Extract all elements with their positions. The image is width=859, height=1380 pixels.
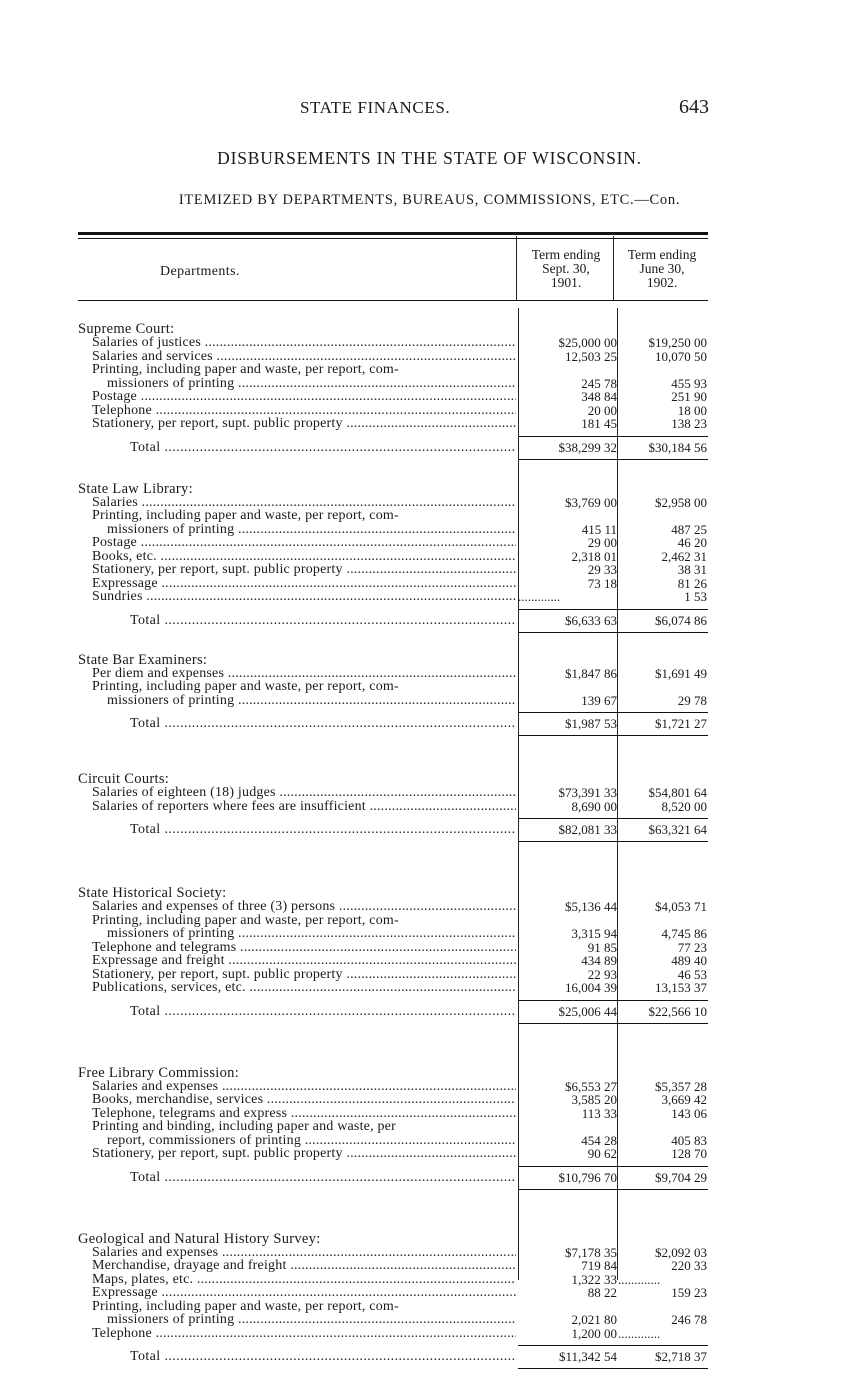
amount-1901: 3,585 20 — [571, 1092, 617, 1107]
amount-1902: 13,153 37 — [655, 980, 707, 995]
amount-1901: $25,000 00 — [558, 335, 617, 350]
amount-1901: 348 84 — [581, 389, 617, 404]
row-label: Telephone ..... — [92, 404, 516, 418]
col2-line2: June 30, — [639, 261, 685, 276]
section — [78, 886, 708, 1024]
table-row — [78, 1300, 708, 1314]
total-row — [78, 1167, 708, 1189]
total-1901: $82,081 33 — [558, 822, 617, 837]
row-label: Printing, including paper and waste, per report, com- — [92, 1299, 399, 1313]
row-label: Salaries and expenses ..... — [92, 1246, 516, 1260]
row-label: Printing, including paper and waste, per report, com- — [92, 509, 399, 523]
row-label: Printing, including paper and waste, per report, com- — [92, 363, 399, 377]
row-label: Printing, including paper and waste, per report, com- — [92, 680, 399, 694]
amount-1902: 2,462 31 — [661, 548, 707, 564]
amount-1901: 434 89 — [581, 953, 617, 968]
table-row — [78, 536, 708, 550]
table-row — [78, 981, 708, 995]
row-label: Expressage ..... — [92, 577, 516, 591]
amount-1901: $5,136 44 — [565, 899, 617, 914]
sum-rule — [518, 1368, 708, 1369]
table-row — [78, 954, 708, 968]
row-label: Books, etc. ..... — [92, 550, 516, 564]
sum-rule — [518, 1023, 708, 1024]
row-label: Stationery, per report, supt. public property ..... — [92, 968, 516, 982]
table-row — [78, 900, 708, 914]
amount-1902: 128 70 — [671, 1146, 707, 1161]
table-row — [78, 1327, 708, 1341]
col2-line1: Term ending — [627, 247, 697, 262]
sum-rule — [518, 735, 708, 736]
table-row — [78, 1246, 708, 1260]
amount-1902: 1 53 — [684, 589, 707, 604]
amount-1902: $19,250 00 — [648, 335, 707, 350]
section-title: Free Library Commission: — [78, 1064, 240, 1081]
section — [78, 772, 708, 842]
row-label: Expressage and freight ..... — [92, 954, 516, 968]
table-row — [78, 577, 708, 591]
row-label: Sundries ..... — [92, 590, 516, 604]
total-1902: $9,704 29 — [655, 1169, 707, 1185]
table-row — [78, 1107, 708, 1121]
total-row — [78, 1001, 708, 1023]
table-row — [78, 914, 708, 928]
total-label: Total ..... — [130, 610, 516, 632]
amount-1902: ............. — [618, 1326, 661, 1340]
total-1901: $10,796 70 — [558, 1169, 617, 1185]
amount-1901: 29 33 — [587, 562, 617, 577]
table-row — [78, 590, 708, 604]
sum-rule — [518, 459, 708, 460]
table-row — [78, 550, 708, 564]
header-bottom-rule — [78, 300, 708, 301]
total-row — [78, 1346, 708, 1368]
table-row — [78, 563, 708, 577]
row-label: Salaries and expenses ..... — [92, 1080, 516, 1094]
row-label: Maps, plates, etc. ..... — [92, 1273, 516, 1287]
amount-1902: $4,053 71 — [655, 899, 707, 914]
departments-column-header: Departments. — [160, 264, 240, 279]
amount-1901: 139 67 — [581, 692, 617, 708]
row-label: Salaries and expenses of three (3) persons ..... — [92, 900, 516, 914]
amount-1902: 46 53 — [677, 966, 707, 982]
total-label: Total ..... — [130, 437, 516, 459]
total-1901: $38,299 32 — [558, 439, 617, 455]
amount-1901: 12,503 25 — [565, 348, 617, 364]
amount-1902: 455 93 — [671, 375, 707, 391]
table-row — [78, 800, 708, 814]
row-label: Stationery, per report, supt. public property ..... — [92, 563, 516, 577]
amount-1902: 487 25 — [671, 521, 707, 537]
amount-1901: 454 28 — [581, 1132, 617, 1148]
amount-1901: 719 84 — [581, 1258, 617, 1273]
page-subtitle: ITEMIZED BY DEPARTMENTS, BUREAUS, COMMISSIONS, ETC.—Con. — [178, 192, 681, 208]
table-row — [78, 496, 708, 510]
page-title: DISBURSEMENTS IN THE STATE OF WISCONSIN. — [217, 148, 642, 168]
running-head: STATE FINANCES. — [300, 98, 451, 117]
amount-1902: 246 78 — [671, 1312, 707, 1327]
row-label: Salaries ..... — [92, 496, 516, 510]
row-label: Stationery, per report, supt. public property ..... — [92, 417, 516, 431]
table-row — [78, 377, 708, 391]
amount-1902: 18 00 — [677, 402, 707, 418]
table-row — [78, 1259, 708, 1273]
amount-1901: $6,553 27 — [565, 1078, 617, 1094]
table-row — [78, 786, 708, 800]
amount-1901: 181 45 — [581, 416, 617, 431]
section — [78, 482, 708, 633]
table-row — [78, 694, 708, 708]
row-label: missioners of printing ..... — [107, 694, 516, 708]
row-label: Salaries of reporters where fees are insufficient ..... — [92, 800, 516, 814]
total-row — [78, 713, 708, 735]
row-label: Telephone, telegrams and express ..... — [92, 1107, 516, 1121]
table-row — [78, 1313, 708, 1327]
term-1902-column-header — [615, 248, 709, 290]
col1-line1: Term ending — [531, 247, 601, 262]
amount-1902: 77 23 — [677, 939, 707, 955]
total-row — [78, 819, 708, 841]
total-1902: $1,721 27 — [655, 716, 707, 731]
section-title: Geological and Natural History Survey: — [78, 1230, 321, 1247]
section-title: State Historical Society: — [78, 885, 227, 901]
row-label: Stationery, per report, supt. public property ..... — [92, 1147, 516, 1161]
amount-1901: 1,322 33 — [571, 1271, 617, 1287]
sum-rule — [518, 1189, 708, 1190]
total-row — [78, 437, 708, 459]
total-1902: $30,184 56 — [648, 439, 707, 455]
amount-1902: 3,669 42 — [661, 1092, 707, 1107]
amount-1901: 415 11 — [581, 521, 617, 537]
table-row — [78, 523, 708, 537]
table-row — [78, 417, 708, 431]
amount-1902: 81 26 — [677, 575, 707, 591]
row-label: Books, merchandise, services ..... — [92, 1093, 516, 1107]
amount-1902: 220 33 — [671, 1258, 707, 1273]
page-number: 643 — [679, 96, 709, 118]
section-title: State Law Library: — [78, 480, 193, 497]
total-label: Total ..... — [130, 1346, 516, 1368]
section — [78, 1232, 708, 1370]
table-row — [78, 1134, 708, 1148]
amount-1902: 8,520 00 — [661, 798, 707, 814]
amount-1902: 4,745 86 — [661, 926, 707, 941]
row-label: Printing, including paper and waste, per report, com- — [92, 913, 399, 927]
table-top-rule — [78, 232, 708, 235]
section-title: State Bar Examiners: — [78, 651, 208, 668]
section-title: Circuit Courts: — [78, 771, 170, 787]
amount-1901: 73 18 — [587, 575, 617, 591]
table-row — [78, 336, 708, 350]
total-1902: $2,718 37 — [655, 1349, 707, 1364]
table-row — [78, 1273, 708, 1287]
amount-1901: 245 78 — [581, 375, 617, 391]
table-row — [78, 1080, 708, 1094]
total-1901: $25,006 44 — [558, 1003, 617, 1019]
amount-1901: 113 33 — [581, 1105, 617, 1121]
row-label: Publications, services, etc. ..... — [92, 981, 516, 995]
table-row — [78, 404, 708, 418]
amount-1902: $2,958 00 — [655, 494, 707, 510]
row-label: Salaries and services ..... — [92, 350, 516, 364]
total-1902: $6,074 86 — [655, 612, 707, 628]
amount-1902: 10,070 50 — [655, 348, 707, 364]
section — [78, 322, 708, 460]
amount-1902: $5,357 28 — [655, 1078, 707, 1094]
row-label: missioners of printing ..... — [107, 523, 516, 537]
amount-1901: ............. — [518, 590, 561, 604]
table-row — [78, 968, 708, 982]
section — [78, 653, 708, 737]
amount-1902: 29 78 — [677, 692, 707, 708]
table-row — [78, 1286, 708, 1300]
amount-1901: 16,004 39 — [565, 980, 617, 995]
amount-1901: 8,690 00 — [571, 798, 617, 814]
row-label: Expressage ..... — [92, 1286, 516, 1300]
amount-1902: 489 40 — [671, 953, 707, 968]
amount-1901: 29 00 — [587, 535, 617, 550]
row-label: Per diem and expenses ..... — [92, 667, 516, 681]
total-label: Total ..... — [130, 819, 516, 841]
table-row — [78, 509, 708, 523]
total-label: Total ..... — [130, 1167, 516, 1189]
row-label: report, commissioners of printing ..... — [107, 1134, 516, 1148]
amount-1902: 38 31 — [677, 562, 707, 577]
col1-line3: 1901. — [550, 275, 582, 290]
row-label: Merchandise, drayage and freight ..... — [92, 1259, 516, 1273]
amount-1901: $1,847 86 — [565, 665, 617, 681]
amount-1901: 2,021 80 — [571, 1312, 617, 1327]
amount-1901: 91 85 — [587, 939, 617, 955]
total-1901: $11,342 54 — [558, 1349, 617, 1364]
row-label: Postage ..... — [92, 390, 516, 404]
header-divider-left — [516, 236, 517, 300]
table-row — [78, 941, 708, 955]
amount-1901: $73,391 33 — [558, 785, 617, 800]
amount-1901: 90 62 — [587, 1146, 617, 1161]
amount-1902: $54,801 64 — [648, 785, 707, 800]
amount-1902: $1,691 49 — [655, 665, 707, 681]
amount-1901: $3,769 00 — [565, 494, 617, 510]
table-row — [78, 927, 708, 941]
term-1901-column-header — [518, 248, 614, 290]
amount-1901: 88 22 — [587, 1285, 617, 1300]
amount-1901: 2,318 01 — [571, 548, 617, 564]
amount-1902: 159 23 — [671, 1285, 707, 1300]
table-row — [78, 1147, 708, 1161]
section-title: Supreme Court: — [78, 321, 175, 337]
row-label: Postage ..... — [92, 536, 516, 550]
disbursement-table — [78, 322, 708, 1369]
table-row — [78, 363, 708, 377]
row-label: Telephone ..... — [92, 1327, 516, 1341]
amount-1901: 20 00 — [587, 402, 617, 418]
col1-line2: Sept. 30, — [542, 261, 590, 276]
sum-rule — [518, 841, 708, 842]
total-1901: $1,987 53 — [565, 716, 617, 731]
header-divider-right — [613, 236, 614, 300]
row-label: Printing and binding, including paper and waste, per — [92, 1120, 396, 1134]
total-row — [78, 610, 708, 632]
row-label: missioners of printing ..... — [107, 927, 516, 941]
total-1902: $63,321 64 — [648, 822, 707, 837]
section — [78, 1066, 708, 1190]
amount-1902: 46 20 — [677, 535, 707, 550]
amount-1901: $7,178 35 — [565, 1244, 617, 1260]
table-row — [78, 667, 708, 681]
table-row — [78, 1093, 708, 1107]
row-label: missioners of printing ..... — [107, 1313, 516, 1327]
amount-1902: $2,092 03 — [655, 1244, 707, 1260]
amount-1902: 138 23 — [671, 416, 707, 431]
table-row — [78, 350, 708, 364]
amount-1901: 1,200 00 — [571, 1325, 617, 1341]
row-label: Salaries of justices ..... — [92, 336, 516, 350]
col2-line3: 1902. — [646, 275, 678, 290]
table-row — [78, 680, 708, 694]
total-label: Total ..... — [130, 1001, 516, 1023]
table-row — [78, 390, 708, 404]
total-1902: $22,566 10 — [648, 1003, 707, 1019]
row-label: Salaries of eighteen (18) judges ..... — [92, 786, 516, 800]
total-1901: $6,633 63 — [565, 612, 617, 628]
amount-1902: 251 90 — [671, 389, 707, 404]
amount-1901: 22 93 — [587, 966, 617, 982]
amount-1901: 3,315 94 — [571, 926, 617, 941]
total-label: Total ..... — [130, 713, 516, 735]
row-label: missioners of printing ..... — [107, 377, 516, 391]
sum-rule — [518, 632, 708, 633]
table-row — [78, 1120, 708, 1134]
amount-1902: 405 83 — [671, 1132, 707, 1148]
row-label: Telephone and telegrams ..... — [92, 941, 516, 955]
amount-1902: ............. — [618, 1272, 661, 1286]
amount-1902: 143 06 — [671, 1105, 707, 1121]
